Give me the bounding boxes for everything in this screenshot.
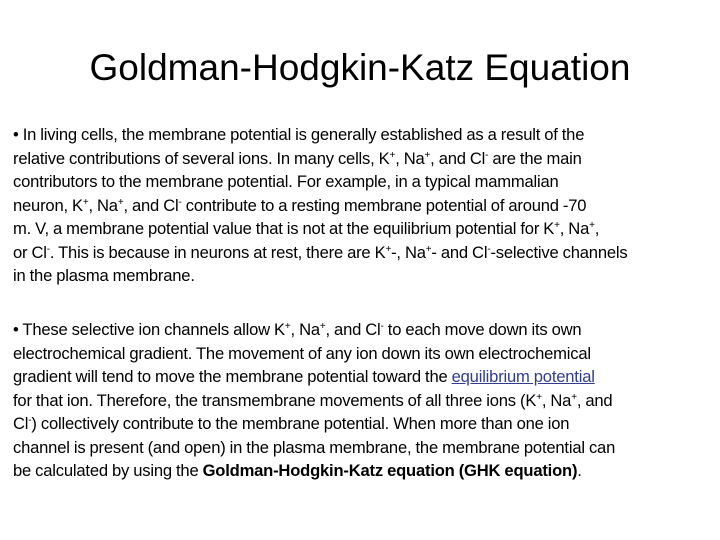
text-run: gradient will tend to move the membrane potential toward the	[13, 367, 452, 386]
ion-charge-superscript: +	[319, 321, 326, 332]
text-run: be calculated by using the	[13, 461, 203, 480]
text-line	[13, 123, 713, 147]
text-run: , and Cl	[430, 148, 486, 168]
text-run: to each move down its own	[383, 320, 582, 339]
text-run: m. V, a membrane potential value that is not at the equilibrium potential for K	[13, 219, 555, 238]
text-line	[13, 412, 713, 436]
text-line	[13, 147, 713, 171]
ion-charge-superscript: -	[46, 243, 50, 255]
ion-charge-superscript: -	[28, 415, 32, 426]
text-line	[13, 194, 713, 218]
text-run: channel is present (and open) in the plasma membrane, the membrane potential can	[13, 437, 616, 457]
text-run: .	[577, 461, 582, 480]
text-line	[13, 170, 713, 194]
text-run: , Na	[88, 195, 118, 215]
text-line	[13, 365, 713, 389]
text-run: -selective channels	[490, 242, 628, 262]
text-run: -, Na	[391, 242, 426, 262]
ion-charge-superscript: +	[389, 149, 396, 161]
ion-charge-superscript: +	[554, 220, 560, 231]
text-line	[13, 459, 713, 483]
text-line	[13, 264, 713, 288]
ion-charge-superscript: +	[571, 391, 577, 403]
text-run: , and Cl	[123, 195, 179, 215]
text-run: - and Cl	[431, 242, 488, 262]
text-run: in the plasma membrane.	[13, 266, 195, 285]
ghk-equation-term: Goldman-Hodgkin-Katz equation (GHK equation)	[202, 461, 578, 480]
text-run: , Na	[559, 219, 590, 238]
text-run: ,	[594, 219, 600, 238]
ion-charge-superscript: +	[589, 220, 595, 231]
text-run: . This is because in neurons at rest, there are K	[49, 242, 386, 262]
text-line	[13, 389, 713, 413]
text-run: ) collectively contribute to the membrane potential. When more than one ion	[31, 414, 570, 433]
ion-charge-superscript: +	[117, 196, 124, 208]
ion-charge-superscript: -	[487, 243, 491, 255]
text-run: , and Cl	[325, 320, 381, 339]
ion-charge-superscript: +	[425, 243, 432, 255]
ion-charge-superscript: +	[284, 321, 291, 332]
text-line	[13, 241, 713, 265]
text-run: , Na	[290, 320, 320, 339]
text-line	[13, 436, 713, 460]
ion-charge-superscript: +	[536, 391, 542, 403]
text-line	[13, 217, 713, 241]
paragraph-ghk-intro	[13, 318, 713, 483]
ion-charge-superscript: -	[178, 196, 182, 208]
text-run: , Na	[541, 390, 572, 410]
ion-charge-superscript: -	[380, 321, 384, 332]
text-run: neuron, K	[13, 195, 83, 215]
slide-title: Goldman-Hodgkin-Katz Equation	[89, 47, 631, 88]
text-run: for that ion. Therefore, the transmembrane movements of all three ions (K	[13, 390, 537, 410]
ion-charge-superscript: -	[485, 149, 489, 161]
ion-charge-superscript: +	[82, 196, 89, 208]
text-run: • In living cells, the membrane potential is generally established as a result of the	[13, 125, 585, 144]
text-run: relative contributions of several ions. In many cells, K	[13, 148, 390, 168]
text-run: , Na	[395, 148, 425, 168]
text-run: contributors to the membrane potential. For example, in a typical mammalian	[13, 172, 559, 191]
paragraph-membrane-potential	[13, 123, 713, 288]
equilibrium-potential-link[interactable]: equilibrium potential	[451, 367, 595, 386]
text-run: are the main	[488, 148, 582, 168]
text-run: • These selective ion channels allow K	[13, 320, 285, 339]
text-run: , and	[576, 390, 613, 410]
text-run: or Cl	[13, 242, 47, 262]
text-run: Cl	[13, 414, 29, 433]
text-line	[13, 318, 713, 342]
ion-charge-superscript: +	[385, 243, 392, 255]
text-run: electrochemical gradient. The movement of any ion down its own electrochemical	[13, 343, 591, 363]
ion-charge-superscript: +	[424, 149, 431, 161]
text-line	[13, 342, 713, 366]
text-run: contribute to a resting membrane potential of around -70	[181, 195, 587, 215]
